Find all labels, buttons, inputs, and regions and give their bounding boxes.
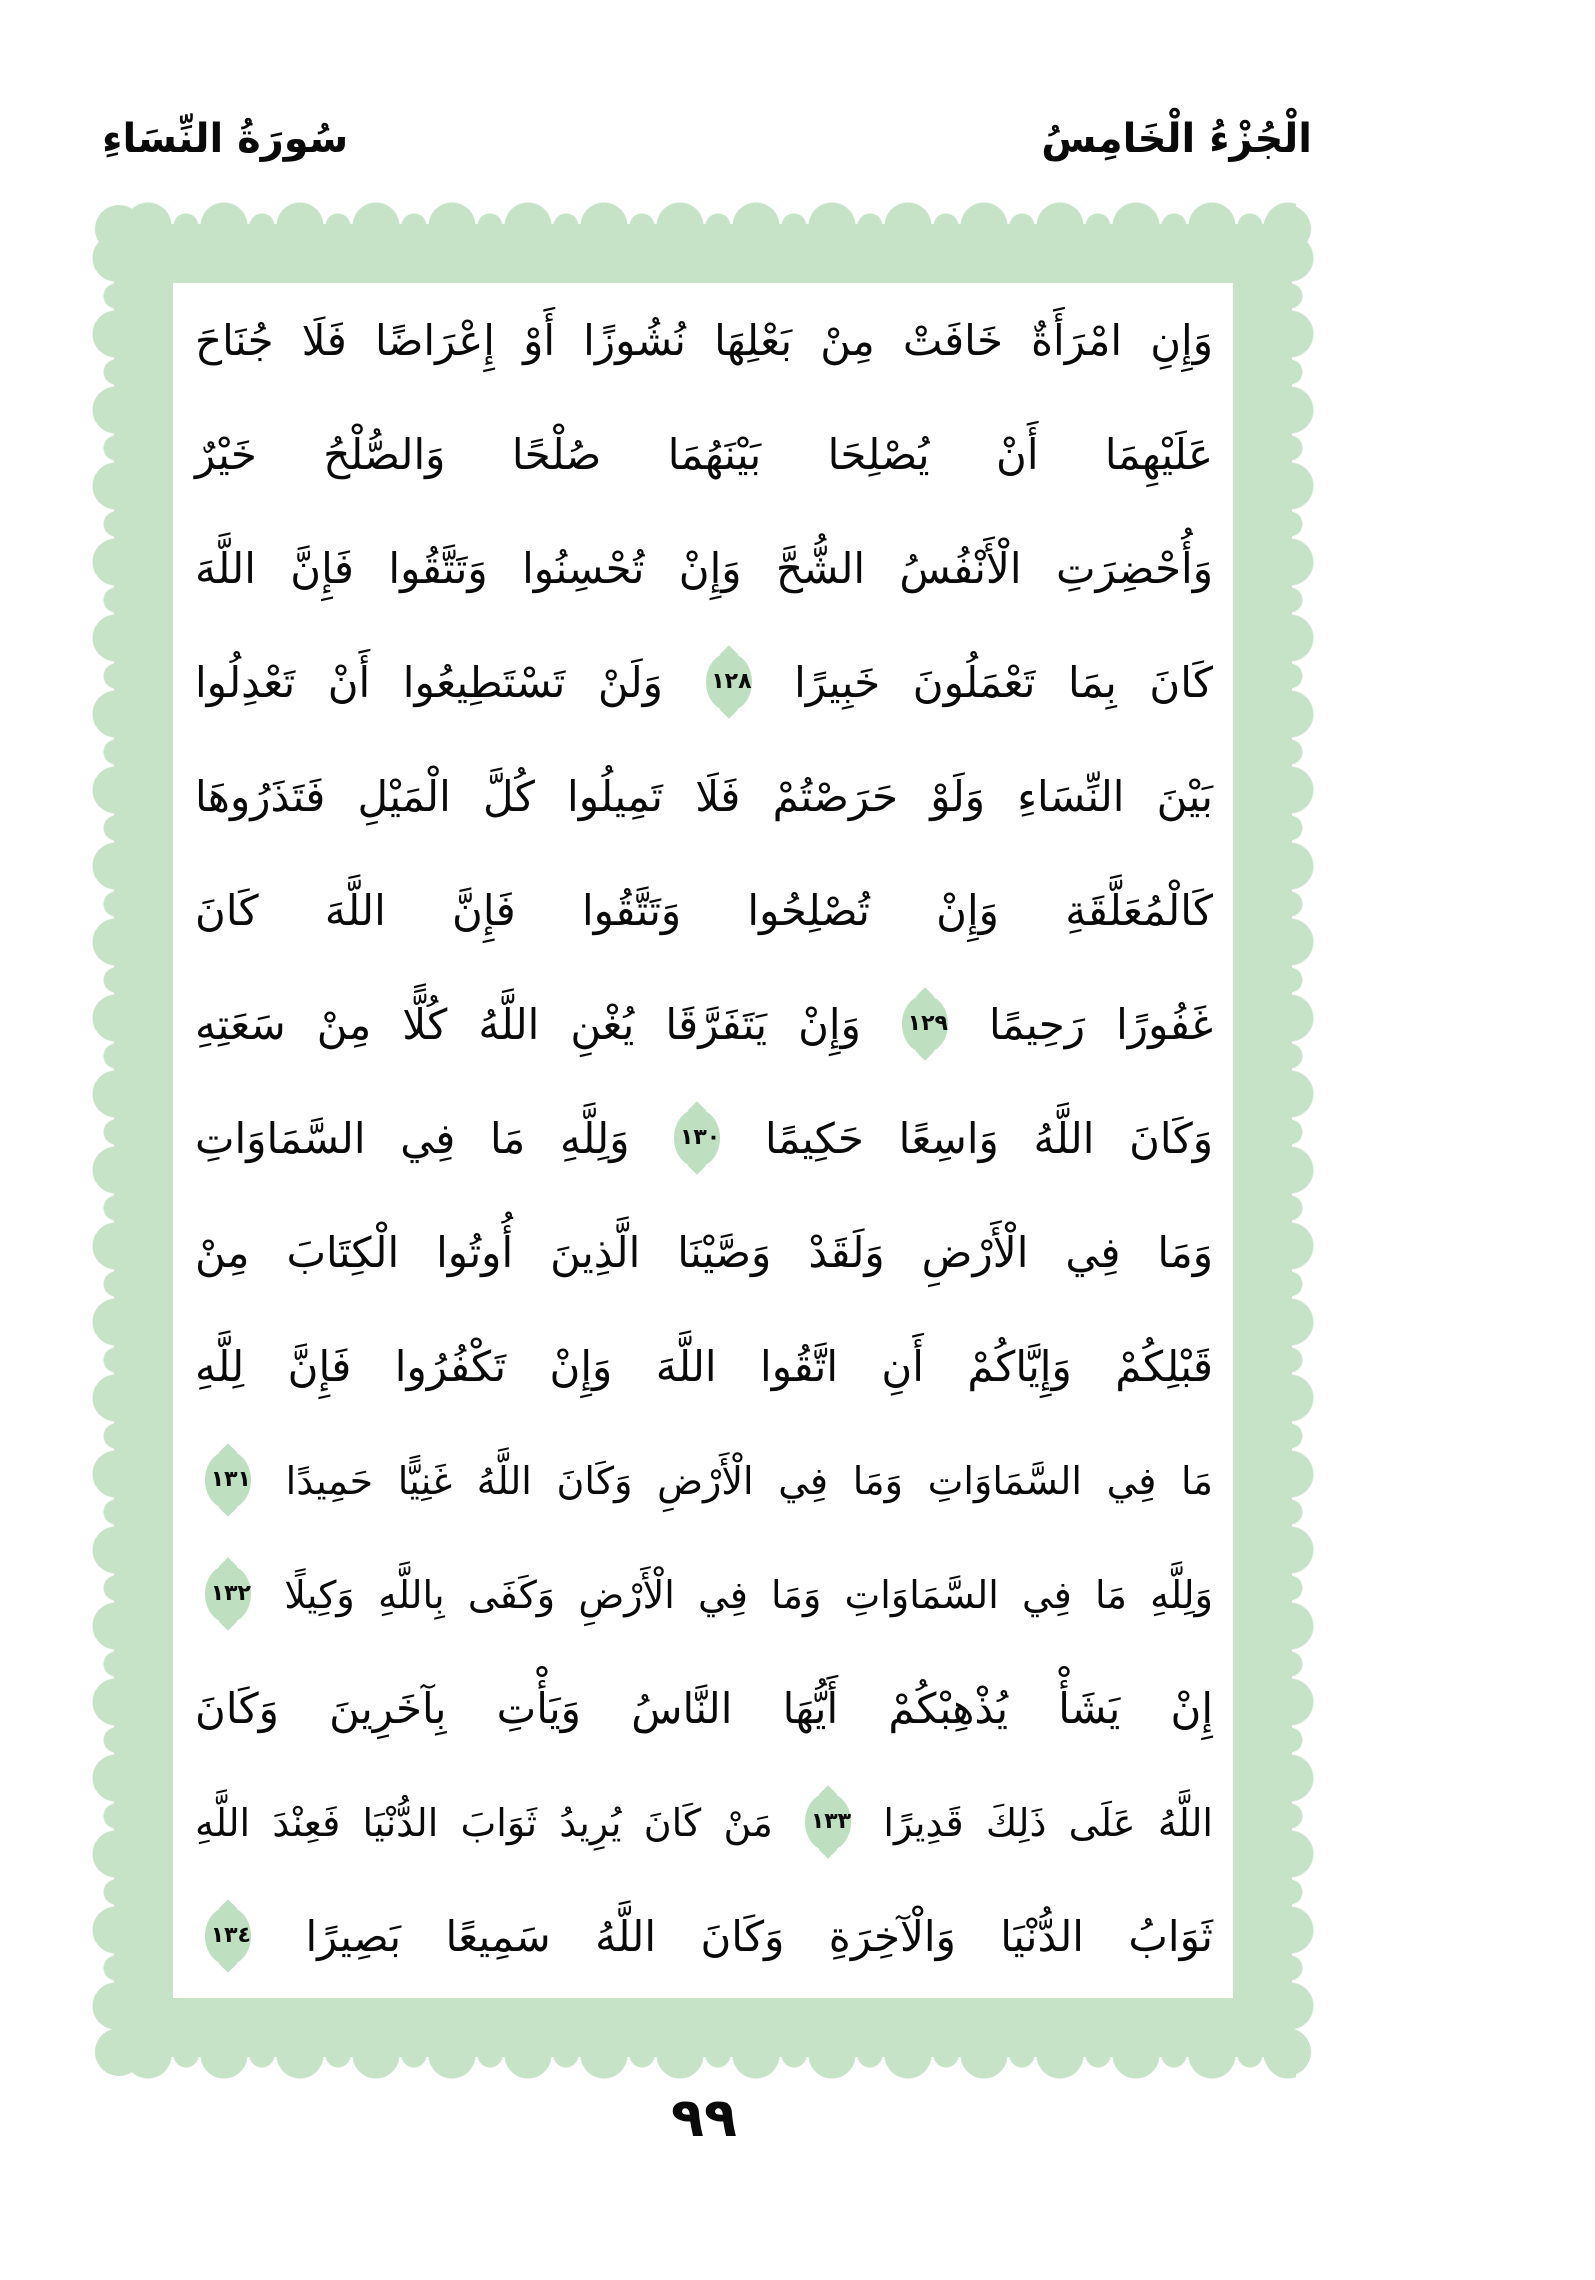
verse-number-marker: ١٣٤: [205, 1907, 251, 1965]
quran-line-3: [195, 512, 1213, 626]
frame-scallop-right: [1290, 220, 1316, 2061]
verse-text: مَنْ كَانَ يُرِيدُ ثَوَابَ الدُّنْيَا فَعِنْدَ اللَّهِ: [195, 1801, 773, 1845]
verse-number-marker: ١٣٠: [674, 1109, 720, 1167]
verse-text: وَأُحْضِرَتِ الْأَنْفُسُ الشُّحَّ وَإِنْ تُحْسِنُوا وَتَتَّقُوا فَإِنَّ اللَّهَ: [195, 544, 1213, 593]
frame-scallop-left: [90, 220, 116, 2061]
quran-line-11: [195, 1424, 1213, 1538]
page-number: ٩٩: [671, 2086, 737, 2149]
quran-line-8: [195, 1082, 1213, 1196]
verse-text: قَبْلِكُمْ وَإِيَّاكُمْ أَنِ اتَّقُوا اللَّهَ وَإِنْ تَكْفُرُوا فَإِنَّ لِلَّهِ: [195, 1342, 1213, 1391]
verse-text: وَكَانَ اللَّهُ وَاسِعًا حَكِيمًا: [764, 1114, 1213, 1163]
verse-text: ثَوَابُ الدُّنْيَا وَالْآخِرَةِ وَكَانَ اللَّهُ سَمِيعًا بَصِيرًا: [305, 1912, 1213, 1961]
verse-text: وَلِلَّهِ مَا فِي السَّمَاوَاتِ وَمَا فِي الْأَرْضِ وَكَفَى بِاللَّهِ وَكِيلًا: [284, 1573, 1213, 1617]
quran-text-area: [171, 284, 1237, 1996]
quran-line-1: [195, 284, 1213, 398]
verse-text: كَالْمُعَلَّقَةِ وَإِنْ تُصْلِحُوا وَتَتَّقُوا فَإِنَّ اللَّهَ كَانَ: [195, 886, 1213, 935]
verse-text: كَانَ بِمَا تَعْمَلُونَ خَبِيرًا: [794, 658, 1213, 707]
verse-text: بَيْنَ النِّسَاءِ وَلَوْ حَرَصْتُمْ فَلَا تَمِيلُوا كُلَّ الْمَيْلِ فَتَذَرُوهَا: [195, 772, 1213, 821]
quran-line-13: [195, 1652, 1213, 1766]
verse-text: وَإِنِ امْرَأَةٌ خَافَتْ مِنْ بَعْلِهَا نُشُوزًا أَوْ إِعْرَاضًا فَلَا جُنَاحَ: [195, 316, 1213, 365]
quran-line-6: [195, 854, 1213, 968]
juz-header: الْجُزْءُ الْخَامِسُ: [1041, 116, 1312, 162]
surah-header: سُورَةُ النِّسَاءِ: [102, 116, 349, 162]
verse-text: غَفُورًا رَحِيمًا: [989, 1000, 1213, 1049]
quran-line-15: [195, 1880, 1213, 1994]
quran-line-4: [195, 626, 1213, 740]
verse-text: اللَّهُ عَلَى ذَلِكَ قَدِيرًا: [883, 1801, 1213, 1845]
verse-number-marker: ١٢٩: [902, 995, 948, 1053]
quran-line-10: [195, 1310, 1213, 1424]
verse-text: وَمَا فِي الْأَرْضِ وَلَقَدْ وَصَّيْنَا الَّذِينَ أُوتُوا الْكِتَابَ مِنْ: [195, 1228, 1213, 1277]
quran-line-14: [195, 1766, 1213, 1880]
verse-number-marker: ١٣٣: [805, 1793, 851, 1851]
verse-text: إِنْ يَشَأْ يُذْهِبْكُمْ أَيُّهَا النَّاسُ وَيَأْتِ بِآخَرِينَ وَكَانَ: [195, 1684, 1213, 1733]
verse-text: مَا فِي السَّمَاوَاتِ وَمَا فِي الْأَرْضِ وَكَانَ اللَّهُ غَنِيًّا حَمِيدًا: [285, 1459, 1213, 1503]
verse-number-marker: ١٣٢: [205, 1565, 251, 1623]
verse-text: عَلَيْهِمَا أَنْ يُصْلِحَا بَيْنَهُمَا صُلْحًا وَالصُّلْحُ خَيْرٌ: [195, 430, 1213, 479]
verse-number-marker: ١٢٨: [706, 653, 752, 711]
quran-line-2: [195, 398, 1213, 512]
quran-line-7: [195, 968, 1213, 1082]
quran-line-9: [195, 1196, 1213, 1310]
verse-text: وَإِنْ يَتَفَرَّقَا يُغْنِ اللَّهُ كُلًّا مِنْ سَعَتِهِ: [195, 1000, 861, 1049]
verse-text: وَلِلَّهِ مَا فِي السَّمَاوَاتِ: [195, 1114, 630, 1163]
quran-line-5: [195, 740, 1213, 854]
quran-line-12: [195, 1538, 1213, 1652]
frame-scallop-top: [110, 200, 1296, 226]
frame-scallop-bottom: [110, 2055, 1296, 2081]
verse-text: وَلَنْ تَسْتَطِيعُوا أَنْ تَعْدِلُوا: [195, 658, 663, 707]
verse-number-marker: ١٣١: [205, 1451, 251, 1509]
